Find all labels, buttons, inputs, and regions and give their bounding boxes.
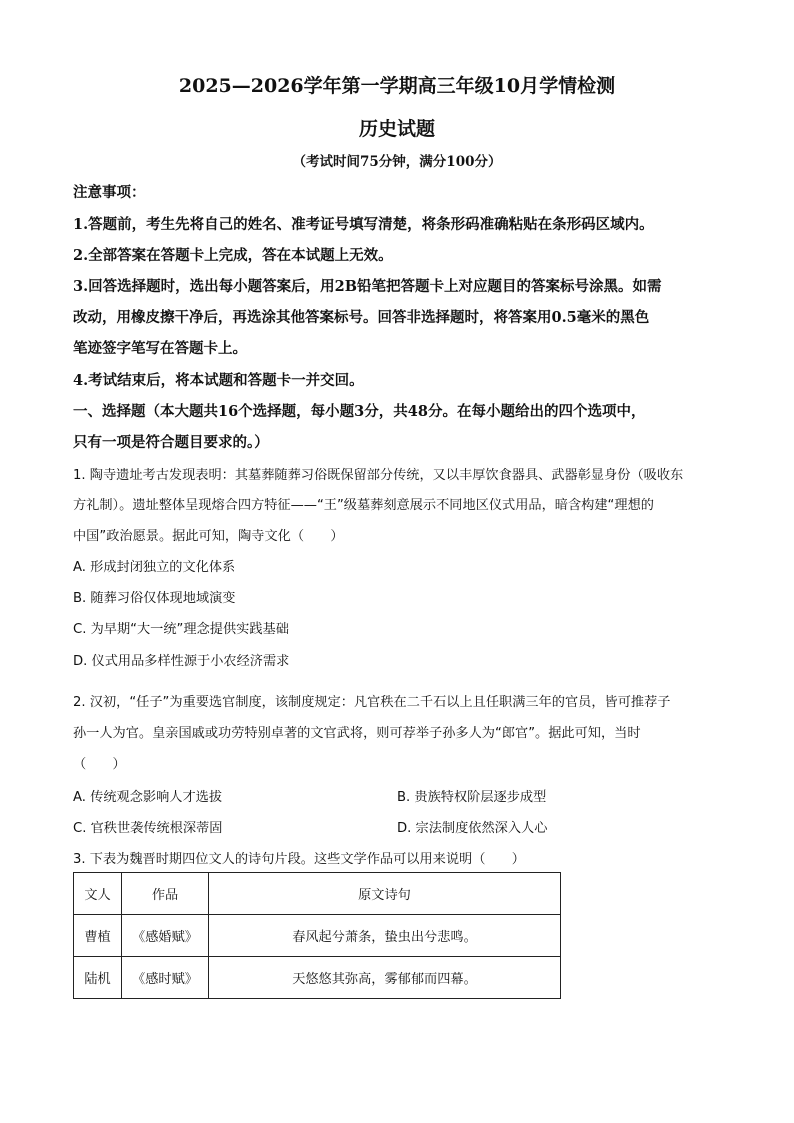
question-2-option-c: C. 官秩世袭传统根深蒂固 [73, 821, 223, 836]
question-1-option-d: D. 仪式用品多样性源于小农经济需求 [73, 654, 290, 669]
notice-line: 2.全部答案在答题卡上完成，答在本试题上无效。 [73, 247, 393, 264]
question-2-stem: （ ） [73, 757, 126, 772]
poem-table [73, 872, 561, 999]
question-2-option-d: D. 宗法制度依然深入人心 [397, 821, 548, 836]
section-heading: 只有一项是符合题目要求的。） [73, 434, 269, 451]
exam-subject: 历史试题 [358, 118, 435, 140]
table-row [74, 915, 561, 957]
question-2-stem: 2. 汉初，“任子”为重要选官制度，该制度规定：凡官秩在二千石以上且任职满三年的官员，皆可推荐子 [73, 695, 671, 710]
question-1-option-b: B. 随葬习俗仅体现地域演变 [73, 591, 236, 606]
table-header-cell: 原文诗句 [209, 873, 561, 915]
notice-line: 4.考试结束后，将本试题和答题卡一并交回。 [73, 372, 364, 389]
notice-heading: 注意事项： [73, 184, 146, 201]
exam-info: （考试时间75分钟，满分100分） [292, 154, 502, 170]
question-1-stem: 中国”政治愿景。据此可知，陶寺文化（ ） [73, 529, 344, 544]
table-row [74, 957, 561, 999]
section-heading: 一、选择题（本大题共16个选择题，每小题3分，共48分。在每小题给出的四个选项中， [73, 403, 646, 420]
question-3-stem: 3. 下表为魏晋时期四位文人的诗句片段。这些文学作品可以用来说明（ ） [73, 852, 525, 867]
question-1-option-c: C. 为早期“大一统”理念提供实践基础 [73, 622, 289, 637]
table-cell: 《感时赋》 [122, 957, 209, 999]
question-2-option-b: B. 贵族特权阶层逐步成型 [397, 790, 547, 805]
question-1-stem: 方礼制）。遗址整体呈现熔合四方特征——“王”级墓葬刻意展示不同地区仪式用品，暗含构建“理想的 [73, 498, 654, 513]
question-2-option-a: A. 传统观念影响人才选拔 [73, 790, 223, 805]
table-cell: 天悠悠其弥高，雾郁郁而四幕。 [209, 957, 561, 999]
question-2-stem: 孙一人为官。皇亲国戚或功劳特别卓著的文官武将，则可荐举子孙多人为“郎官”。据此可知，当时 [73, 726, 641, 741]
exam-title: 2025—2026学年第一学期高三年级10月学情检测 [178, 75, 616, 97]
table-cell: 《感婚赋》 [122, 915, 209, 957]
table-header-cell: 文人 [74, 873, 122, 915]
notice-line: 3.回答选择题时，选出每小题答案后，用2B铅笔把答题卡上对应题目的答案标号涂黑。如需 [73, 278, 662, 295]
notice-line: 笔迹签字笔写在答题卡上。 [73, 340, 247, 357]
question-1-stem: 1. 陶寺遗址考古发现表明：其墓葬随葬习俗既保留部分传统，又以丰厚饮食器具、武器彰显身份（吸收东 [73, 468, 684, 483]
notice-line: 1.答题前，考生先将自己的姓名、准考证号填写清楚，将条形码准确粘贴在条形码区域内。 [73, 216, 654, 233]
notice-line: 改动，用橡皮擦干净后，再选涂其他答案标号。回答非选择题时，将答案用0.5毫米的黑色 [73, 309, 650, 326]
question-1-option-a: A. 形成封闭独立的文化体系 [73, 560, 236, 575]
table-cell: 曹植 [74, 915, 122, 957]
table-cell: 陆机 [74, 957, 122, 999]
table-header-row [74, 873, 561, 915]
table-header-cell: 作品 [122, 873, 209, 915]
table-cell: 春风起兮萧条，蛰虫出兮悲鸣。 [209, 915, 561, 957]
